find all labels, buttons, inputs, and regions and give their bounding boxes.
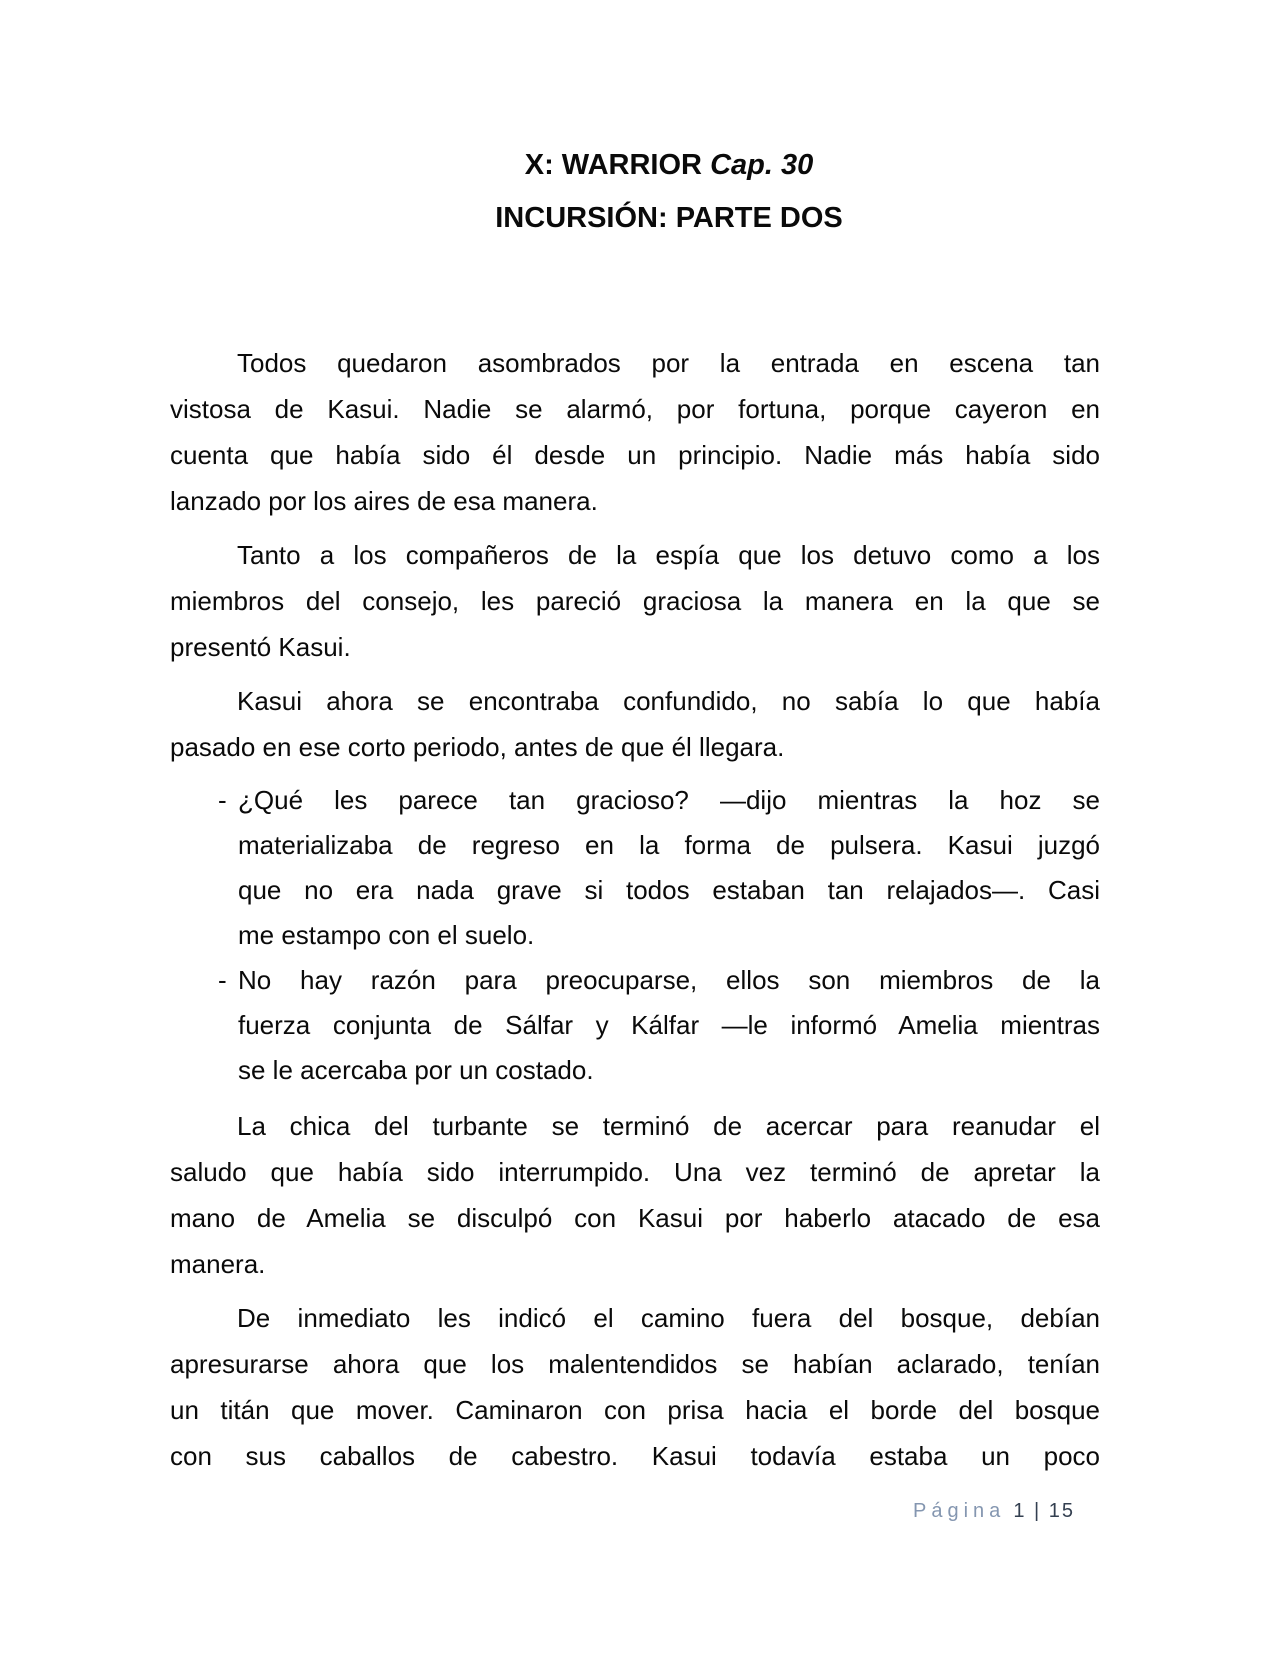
- text-line: me estampo con el suelo.: [238, 920, 535, 950]
- list-dash-marker: -: [218, 965, 227, 995]
- text-line: un titán que mover. Caminaron con prisa hacia el borde del bosque: [170, 1395, 1100, 1425]
- chapter-number: Cap. 30: [710, 149, 814, 181]
- chapter-title-text: X: WARRIOR: [524, 149, 702, 181]
- text-line: que no era nada grave si todos estaban tan relajados—. Casi: [238, 875, 1100, 905]
- text-line: saludo que había sido interrumpido. Una vez terminó de apretar la: [170, 1157, 1100, 1187]
- paragraph: [170, 532, 1100, 670]
- paragraph: [170, 1103, 1100, 1287]
- list-dash-marker: -: [218, 785, 227, 815]
- text-line: cuenta que había sido él desde un principio. Nadie más había sido: [170, 440, 1100, 470]
- text-line: mano de Amelia se disculpó con Kasui por haberlo atacado de esa: [170, 1203, 1100, 1233]
- paragraph: [170, 340, 1100, 524]
- text-line: pasado en ese corto periodo, antes de que él llegara.: [170, 732, 785, 762]
- text-line: manera.: [170, 1249, 266, 1279]
- list-item: [170, 958, 1100, 1093]
- text-line: De inmediato les indicó el camino fuera del bosque, debían: [237, 1303, 1100, 1333]
- text-line: Todos quedaron asombrados por la entrada en escena tan: [237, 348, 1100, 378]
- text-line: La chica del turbante se terminó de acercar para reanudar el: [237, 1111, 1100, 1141]
- text-line: fuerza conjunta de Sálfar y Kálfar —le informó Amelia mientras: [238, 1010, 1100, 1040]
- text-line: presentó Kasui.: [170, 632, 351, 662]
- text-line: Kasui ahora se encontraba confundido, no sabía lo que había: [237, 686, 1100, 716]
- text-line: con sus caballos de cabestro. Kasui todavía estaba un poco: [170, 1441, 1100, 1471]
- footer-page-number: 1 | 15: [1013, 1500, 1075, 1522]
- text-line: No hay razón para preocuparse, ellos son miembros de la: [238, 965, 1100, 995]
- chapter-title: [170, 147, 1100, 183]
- chapter-subtitle: INCURSIÓN: PARTE DOS: [495, 202, 843, 234]
- text-line: materializaba de regreso en la forma de pulsera. Kasui juzgó: [238, 830, 1100, 860]
- text-line: miembros del consejo, les pareció graciosa la manera en la que se: [170, 586, 1100, 616]
- text-line: se le acercaba por un costado.: [238, 1055, 594, 1085]
- paragraph: [170, 1295, 1100, 1479]
- document-page: [170, 147, 1100, 1487]
- list-item: [170, 778, 1100, 958]
- paragraph: [170, 678, 1100, 770]
- text-line: ¿Qué les parece tan gracioso? —dijo mientras la hoz se: [238, 785, 1100, 815]
- text-line: lanzado por los aires de esa manera.: [170, 486, 598, 516]
- text-line: apresurarse ahora que los malentendidos se habían aclarado, tenían: [170, 1349, 1100, 1379]
- text-line: vistosa de Kasui. Nadie se alarmó, por fortuna, porque cayeron en: [170, 394, 1100, 424]
- footer-page-label: Página: [913, 1500, 1006, 1522]
- page-footer: [913, 1500, 1075, 1523]
- text-line: Tanto a los compañeros de la espía que los detuvo como a los: [237, 540, 1100, 570]
